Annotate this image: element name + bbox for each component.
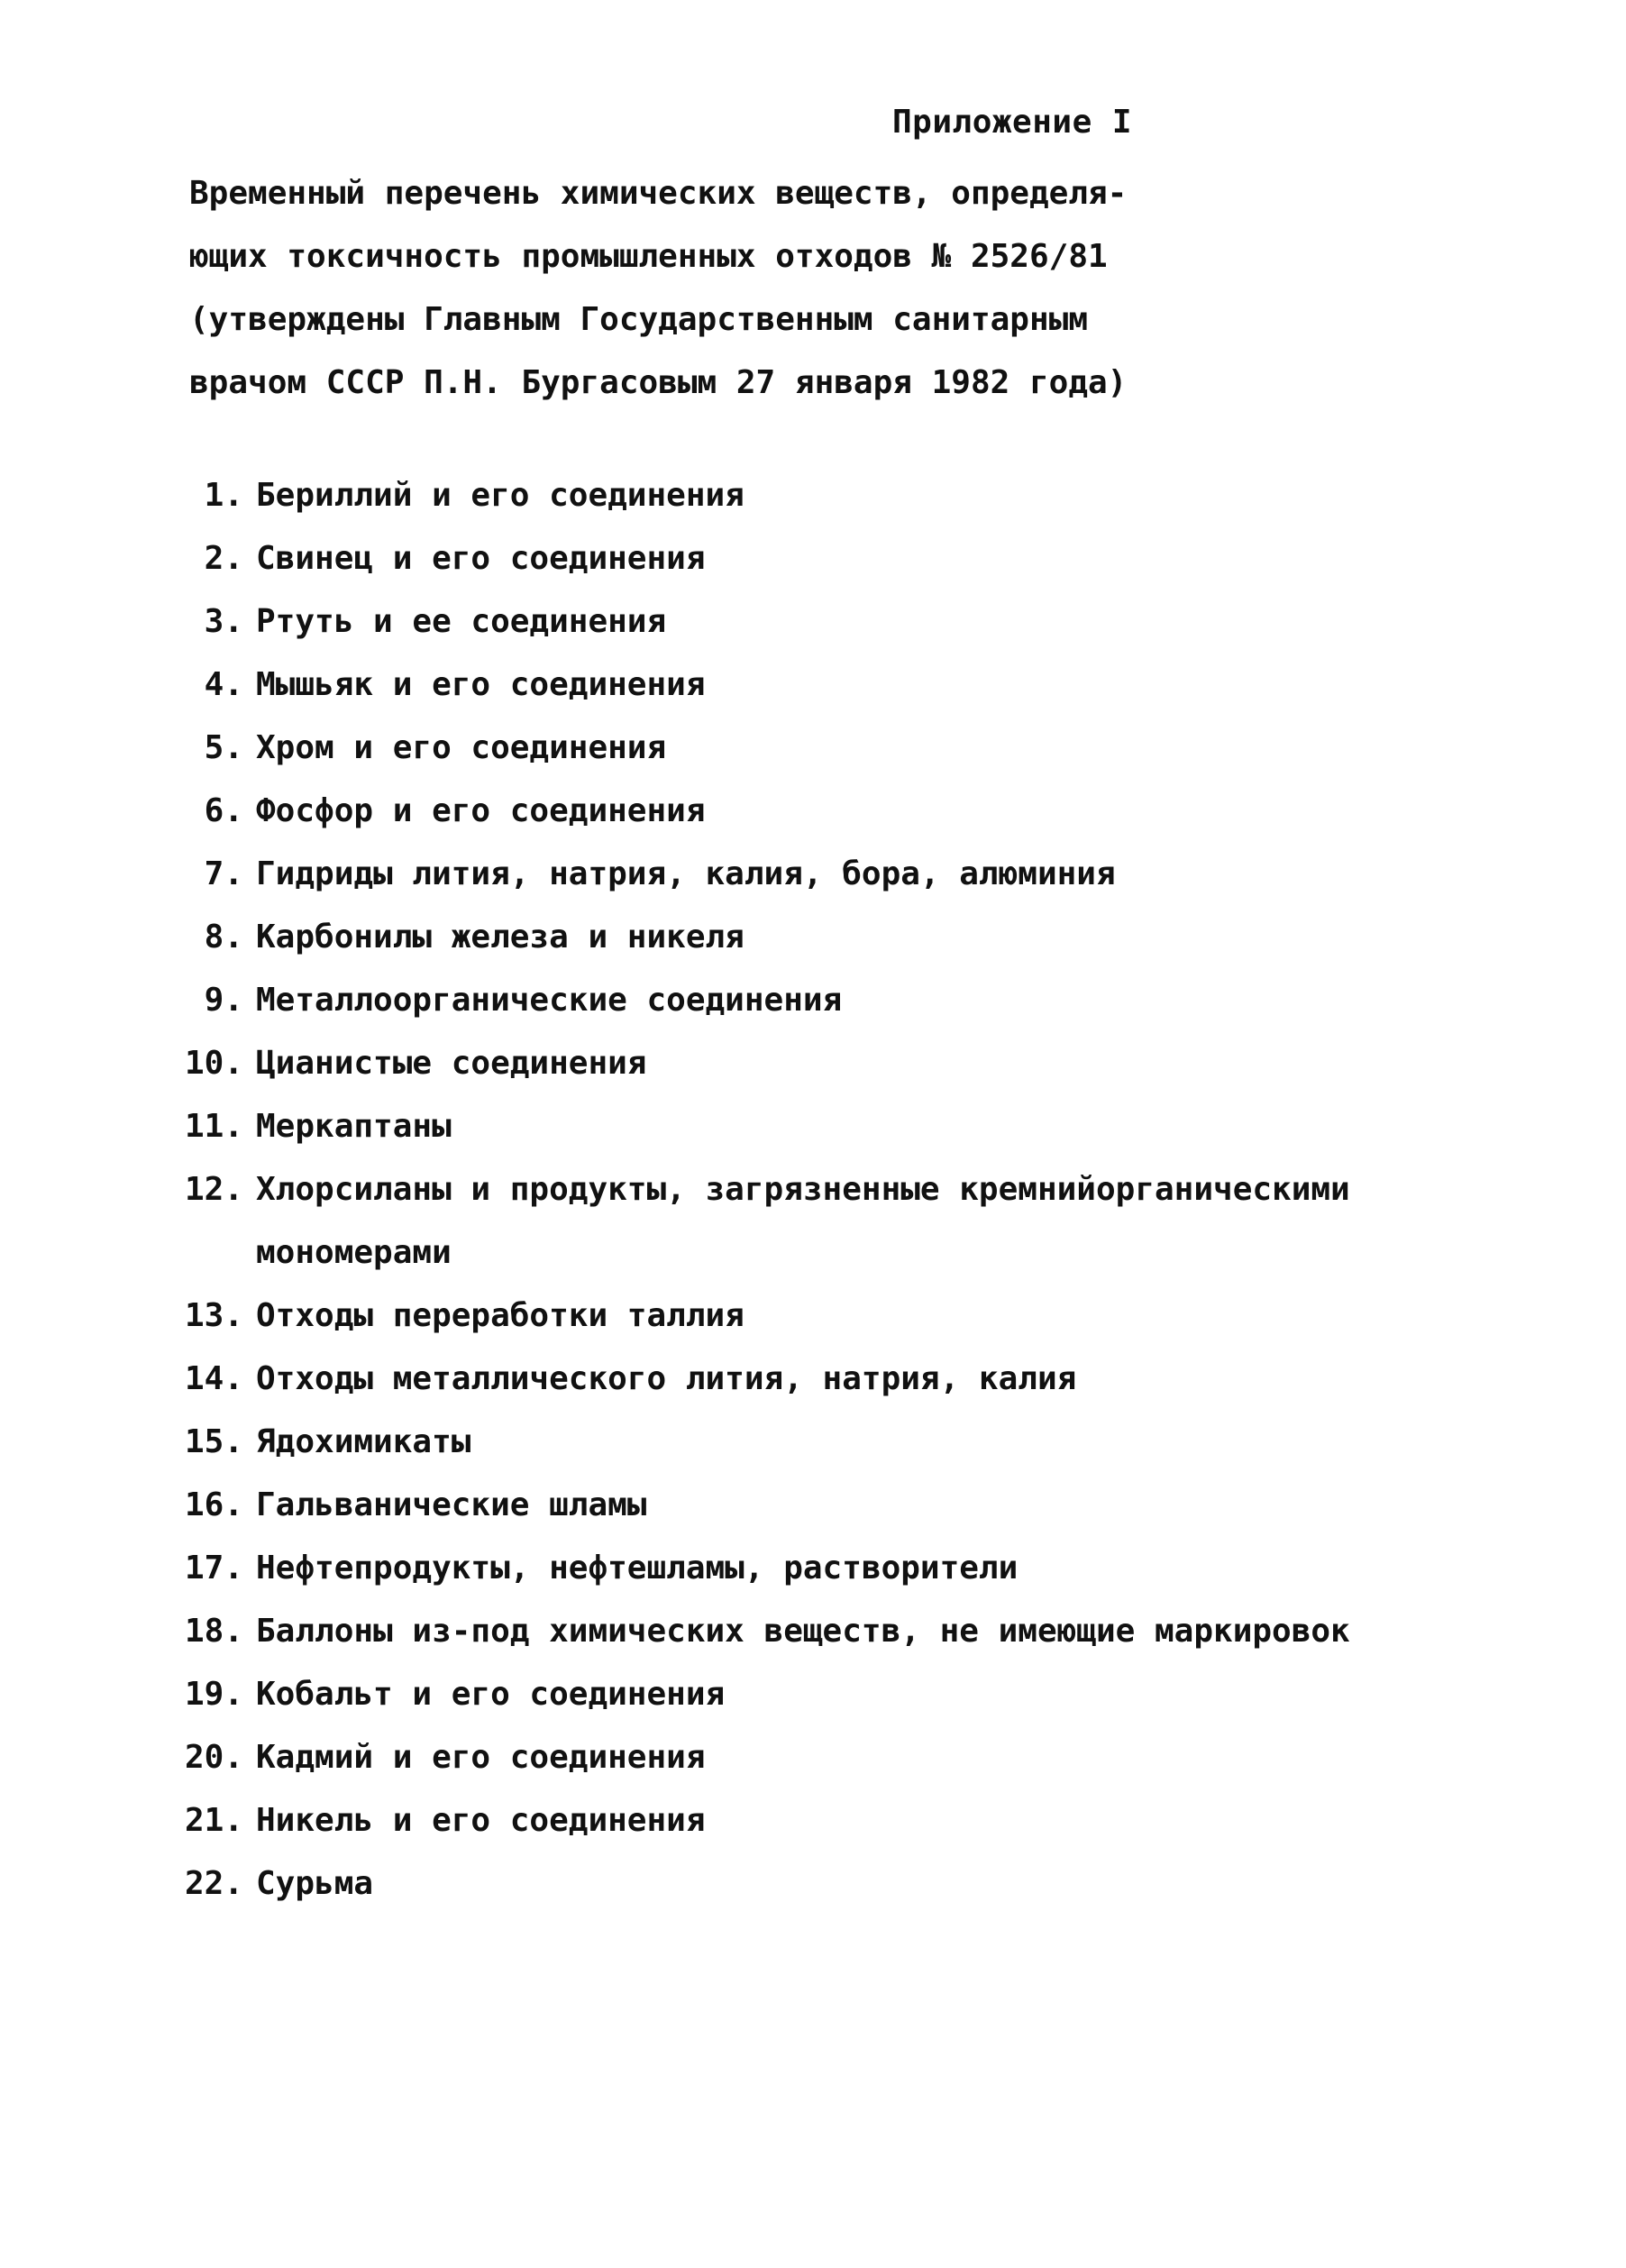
item-number: 8. [204, 919, 243, 956]
list-item [162, 1726, 1460, 1789]
item-text: Меркаптаны [256, 1108, 452, 1145]
item-number: 22. [184, 1865, 243, 1902]
item-text: Отходы переработки таллия [256, 1297, 744, 1334]
list-item [162, 1348, 1460, 1411]
item-number: 21. [184, 1802, 243, 1839]
list-item [162, 780, 1460, 843]
item-text: Бериллий и его соединения [256, 477, 744, 514]
item-number: 2. [204, 540, 243, 577]
item-number: 12. [184, 1171, 243, 1208]
list-item [162, 1852, 1460, 1916]
item-text: Кадмий и его соединения [256, 1739, 706, 1776]
list-item [162, 527, 1460, 590]
item-text: Металлоорганические соединения [256, 982, 843, 1019]
item-number: 16. [184, 1486, 243, 1523]
heading-line: врачом СССР П.Н. Бургасовым 27 января 1982 года) [189, 364, 1128, 401]
item-number: 3. [204, 603, 243, 640]
item-number: 13. [184, 1297, 243, 1334]
item-text: Цианистые соединения [256, 1045, 647, 1082]
item-number: 4. [204, 666, 243, 703]
item-number: 11. [184, 1108, 243, 1145]
item-text: Хлорсиланы и продукты, загрязненные кремнийорганическими [256, 1171, 1350, 1208]
list-item [162, 717, 1460, 780]
list-item [162, 1600, 1460, 1663]
item-number: 18. [184, 1613, 243, 1650]
item-text: Ртуть и ее соединения [256, 603, 667, 640]
list-item [162, 969, 1460, 1032]
substance-list [162, 464, 1460, 1916]
list-item [162, 1474, 1460, 1537]
item-number: 5. [204, 729, 243, 766]
item-text: Гидриды лития, натрия, калия, бора, алюминия [256, 855, 1116, 892]
list-item [162, 843, 1460, 906]
list-item [162, 906, 1460, 969]
list-item [162, 1095, 1460, 1158]
item-text: Хром и его соединения [256, 729, 667, 766]
list-item [162, 1663, 1460, 1726]
item-number: 6. [204, 792, 243, 829]
item-text: Ядохимикаты [256, 1423, 471, 1460]
item-number: 1. [204, 477, 243, 514]
item-text: Мышьяк и его соединения [256, 666, 706, 703]
item-number: 20. [184, 1739, 243, 1776]
list-item [162, 1032, 1460, 1095]
item-number: 14. [184, 1360, 243, 1397]
item-text: Гальванические шламы [256, 1486, 647, 1523]
document-heading [189, 162, 1433, 415]
heading-line: (утверждены Главным Государственным санитарным [189, 301, 1088, 338]
item-number: 7. [204, 855, 243, 892]
list-item [162, 654, 1460, 717]
item-text: Карбонилы железа и никеля [256, 919, 744, 956]
item-text: Свинец и его соединения [256, 540, 706, 577]
item-text: Сурьма [256, 1865, 374, 1902]
item-number: 10. [184, 1045, 243, 1082]
item-number: 9. [204, 982, 243, 1019]
list-item [162, 464, 1460, 527]
item-text: Никель и его соединения [256, 1802, 706, 1839]
heading-line: ющих токсичность промышленных отходов № 2526/81 [189, 238, 1108, 275]
item-number: 15. [184, 1423, 243, 1460]
item-text: Нефтепродукты, нефтешламы, растворители [256, 1550, 1019, 1587]
list-item [162, 1411, 1460, 1474]
item-text: Фосфор и его соединения [256, 792, 706, 829]
list-item [162, 1537, 1460, 1600]
item-number: 17. [184, 1550, 243, 1587]
item-text: Баллоны из-под химических веществ, не имеющие маркировок [256, 1613, 1350, 1650]
list-item [162, 1158, 1460, 1285]
item-text: Отходы металлического лития, натрия, калия [256, 1360, 1077, 1397]
item-text-continuation: мономерами [256, 1234, 452, 1271]
list-item [162, 590, 1460, 654]
list-item [162, 1285, 1460, 1348]
heading-line: Временный перечень химических веществ, определя- [189, 175, 1128, 212]
list-item [162, 1789, 1460, 1852]
item-number: 19. [184, 1676, 243, 1713]
item-text: Кобальт и его соединения [256, 1676, 726, 1713]
annex-label: Приложение I [892, 104, 1133, 141]
